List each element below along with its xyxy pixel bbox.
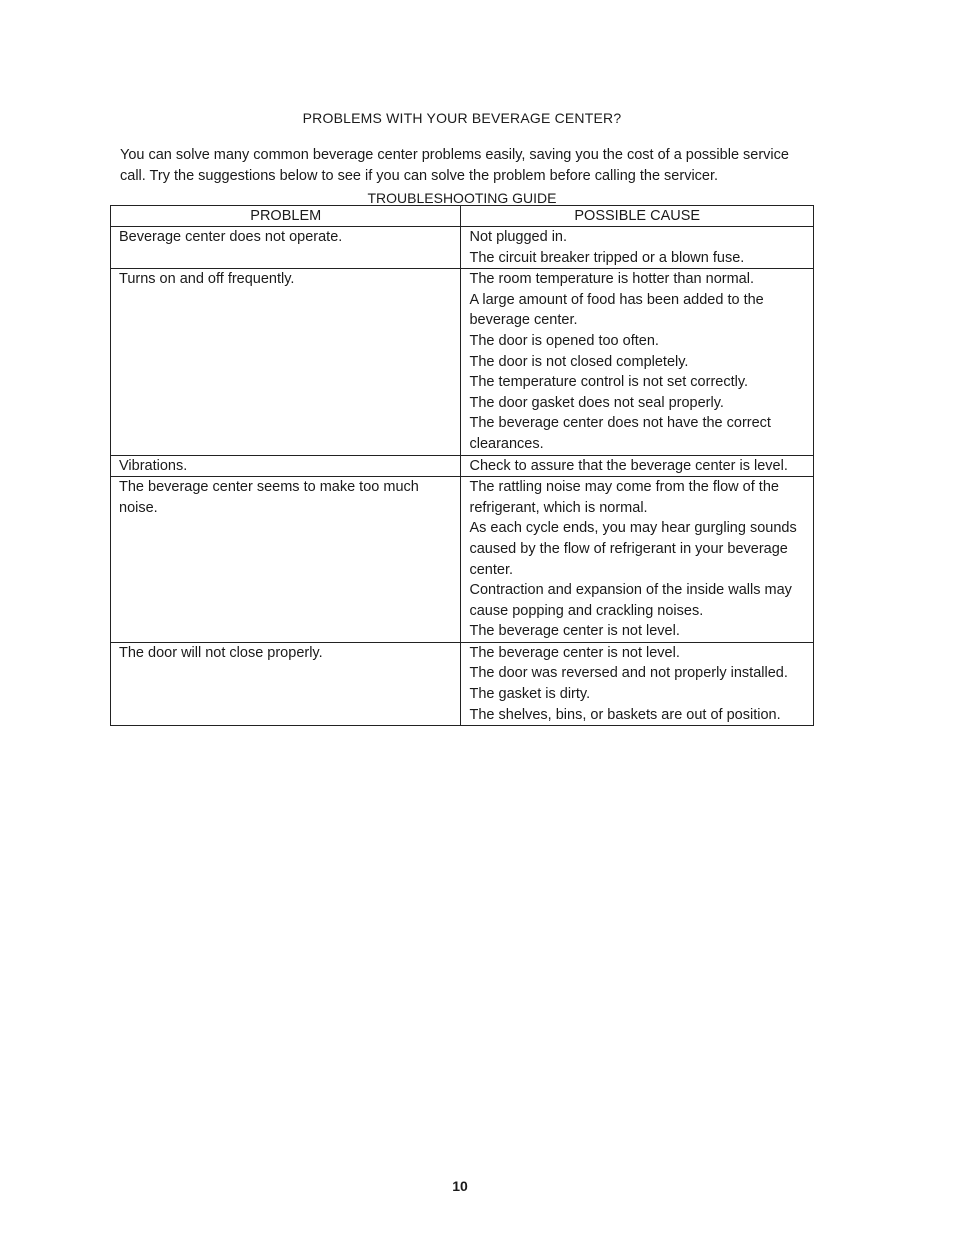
cause-cell: [461, 642, 814, 725]
cause-cell: [461, 455, 814, 477]
cause-item: The door was reversed and not properly installed.: [469, 665, 788, 682]
cause-cell: [461, 269, 814, 455]
cause-item: The gasket is dirty.: [469, 686, 591, 703]
table-row: [111, 227, 814, 269]
table-row: [111, 269, 814, 455]
cause-item: The beverage center is not level.: [469, 644, 680, 661]
cause-item: The temperature control is not set correctly.: [469, 374, 749, 391]
problem-cell: Vibrations.: [111, 455, 461, 477]
cause-item: The door is not closed completely.: [469, 353, 689, 370]
troubleshooting-guide-title: TROUBLESHOOTING GUIDE: [367, 190, 557, 206]
cause-item: A large amount of food has been added to the beverage center.: [469, 291, 764, 329]
page-number: 10: [452, 1178, 468, 1194]
table-row: [111, 642, 814, 725]
cause-item: The circuit breaker tripped or a blown fuse.: [469, 249, 745, 266]
cause-cell: [461, 227, 814, 269]
column-header-problem: PROBLEM: [111, 206, 461, 227]
page-heading: PROBLEMS WITH YOUR BEVERAGE CENTER?: [302, 110, 622, 126]
cause-item: Contraction and expansion of the inside walls may cause popping and crackling noises.: [469, 582, 792, 619]
cause-item: The beverage center does not have the correct clearances.: [469, 415, 771, 452]
intro-paragraph: You can solve many common beverage center problems easily, saving you the cost of a possible service call. Try the suggestions below to see if you can solve the problem before calling the servicer.: [120, 147, 789, 184]
problem-cell: Turns on and off frequently.: [111, 269, 461, 455]
table-header-row: [111, 206, 814, 227]
cause-item: The room temperature is hotter than normal.: [469, 271, 754, 288]
cause-item: The door is opened too often.: [469, 332, 659, 349]
cause-item: Not plugged in.: [469, 229, 568, 245]
cause-item: Check to assure that the beverage center is level.: [469, 457, 788, 474]
problem-cell: The door will not close properly.: [111, 642, 461, 725]
problem-cell: Beverage center does not operate.: [111, 227, 461, 269]
cause-item: The rattling noise may come from the flow of the refrigerant, which is normal.: [469, 479, 779, 516]
cause-item: The beverage center is not level.: [469, 623, 680, 640]
cause-item: As each cycle ends, you may hear gurgling sounds caused by the flow of refrigerant in your beverage center.: [469, 520, 797, 578]
cause-item: The door gasket does not seal properly.: [469, 394, 724, 411]
problem-cell: The beverage center seems to make too much noise.: [111, 477, 461, 643]
cause-cell: [461, 477, 814, 643]
table-row: [111, 455, 814, 477]
troubleshooting-table: [110, 205, 814, 726]
table-row: [111, 477, 814, 643]
column-header-possible-cause: POSSIBLE CAUSE: [461, 206, 814, 227]
cause-item: The shelves, bins, or baskets are out of position.: [469, 706, 781, 723]
